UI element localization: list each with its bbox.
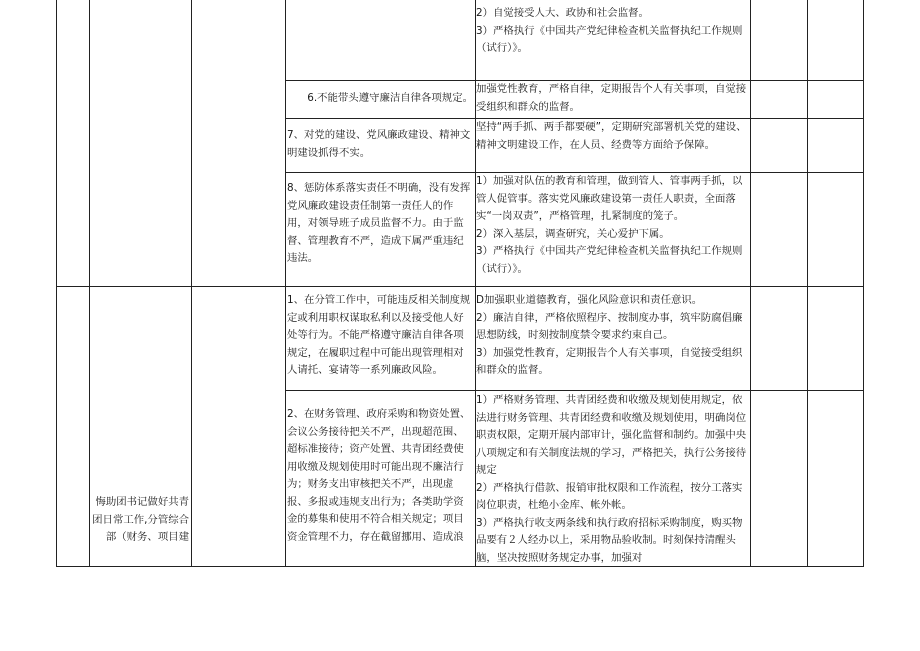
measure-text: 加强党性教育，严格自律，定期报告个人有关事项，自觉接受组织和群众的监督。	[476, 83, 747, 113]
table-rule-h	[56, 286, 864, 287]
table-rule-v	[807, 0, 808, 566]
measure-text: D加强职业道德教育，强化风险意识和责任意识。	[476, 294, 703, 306]
table-rule-v	[89, 0, 90, 566]
department-text: 悔助团书记做好共青团日常工作,分管综合部（财务、项目建	[92, 496, 189, 543]
risk-cell	[287, 292, 473, 380]
risk-text: 1、在分管工作中，可能违反相关制度规定或利用职权谋取私利以及接受他人好处等行为。不能严格遵守廉洁自律各项规定，在履职过程中可能出现管理相对人请托、宴请等一系列廉政风险。	[287, 294, 471, 376]
measure-text: 2）严格执行借款、报销审批权限和工作流程，按分工落实岗位职责，杜绝小金库、帐外帐。	[476, 481, 743, 511]
measure-text: 1）严格财务管理、共青团经费和收缴及规划使用规定，依法进行财务管理、共青团经费和收缴及规划使用，明确岗位职责权限，定期开展内部审计，强化监督和制约。加强中央八项规定和有关制度法规的学习，严格把关，执行公务接待规定	[476, 394, 747, 476]
risk-cell	[287, 90, 473, 108]
table-rule-h	[56, 566, 864, 567]
risk-text: 2、在财务管理、政府采购和物资处置、会议公务接待把关不严，出现超范围、超标准接待；资产处置、共青团经费使用收缴及规划使用时可能出现不廉洁行为；财务支出审核把关不严，出现虚报、多报或违规支出行为；各类助学资金的募集和使用不符合相关规定；项目资金管理不力，存在截留挪用、造成浪	[287, 408, 471, 543]
measure-text: 2）廉洁自律，严格依照程序、按制度办事，筑牢防腐倡廉思想防线，时刻按制度禁令要求约束自己。	[476, 311, 743, 341]
table-rule-v	[191, 0, 192, 566]
measures-cell	[476, 5, 749, 58]
department-cell	[92, 494, 189, 566]
risk-cell	[287, 127, 473, 162]
measures-cell	[476, 119, 749, 154]
measures-cell	[476, 81, 749, 116]
table-rule-v	[863, 0, 864, 566]
measure-text: 2）自觉接受人大、政协和社会监督。	[476, 7, 649, 19]
measure-text: 3）严格执行《中国共产党纪律检查机关监督执纪工作规则（试行）》。	[476, 24, 743, 54]
measures-cell	[476, 173, 749, 278]
measure-text: 坚持“两手抓、两手都要硬”，定期研究部署机关党的建设、精神文明建设工作，在人员、经费等方面给予保障。	[476, 121, 747, 151]
measure-text: 3）加强党性教育，定期报告个人有关事项，自觉接受组织和群众的监督。	[476, 346, 743, 376]
risk-cell	[287, 180, 473, 268]
risk-text: 6.不能带头遵守廉洁自律各项规定。	[307, 92, 473, 104]
measures-cell	[476, 392, 749, 566]
table-rule-h	[285, 390, 864, 391]
measure-text: 2）深入基层，调查研究，关心爱护下属。	[476, 227, 670, 240]
measures-cell	[476, 292, 749, 380]
table-rule-v	[285, 0, 286, 566]
measure-text: 1）加强对队伍的教育和管理，做到管人、管事两手抓，以管人促管事。落实党风廉政建设第一责任人职责，全面落实“一岗双责”，严格管理，扎紧制度的笼子。	[476, 175, 743, 222]
table-rule-v	[56, 0, 57, 566]
measure-text: 3）严格执行《中国共产党纪律检查机关监督执纪工作规则（试行）》。	[476, 245, 743, 275]
risk-text: 7、对党的建设、党风廉政建设、精神文明建设抓得不实。	[287, 129, 471, 159]
risk-cell	[287, 406, 473, 566]
measure-text: 3）严格执行收支两条线和执行政府招标采购制度，购买物品要有２人经办以上，采用物品验收制。时刻保持清醒头脑，坚决按照财务规定办事，加强对	[476, 516, 743, 564]
risk-text: 8、惩防体系落实责任不明确，没有发挥党风廉政建设责任制第一责任人的作用，对领导班子成员监督不力。由于监督、管理教育不严，造成下属严重违纪违法。	[287, 182, 471, 264]
table-rule-v	[750, 0, 751, 566]
